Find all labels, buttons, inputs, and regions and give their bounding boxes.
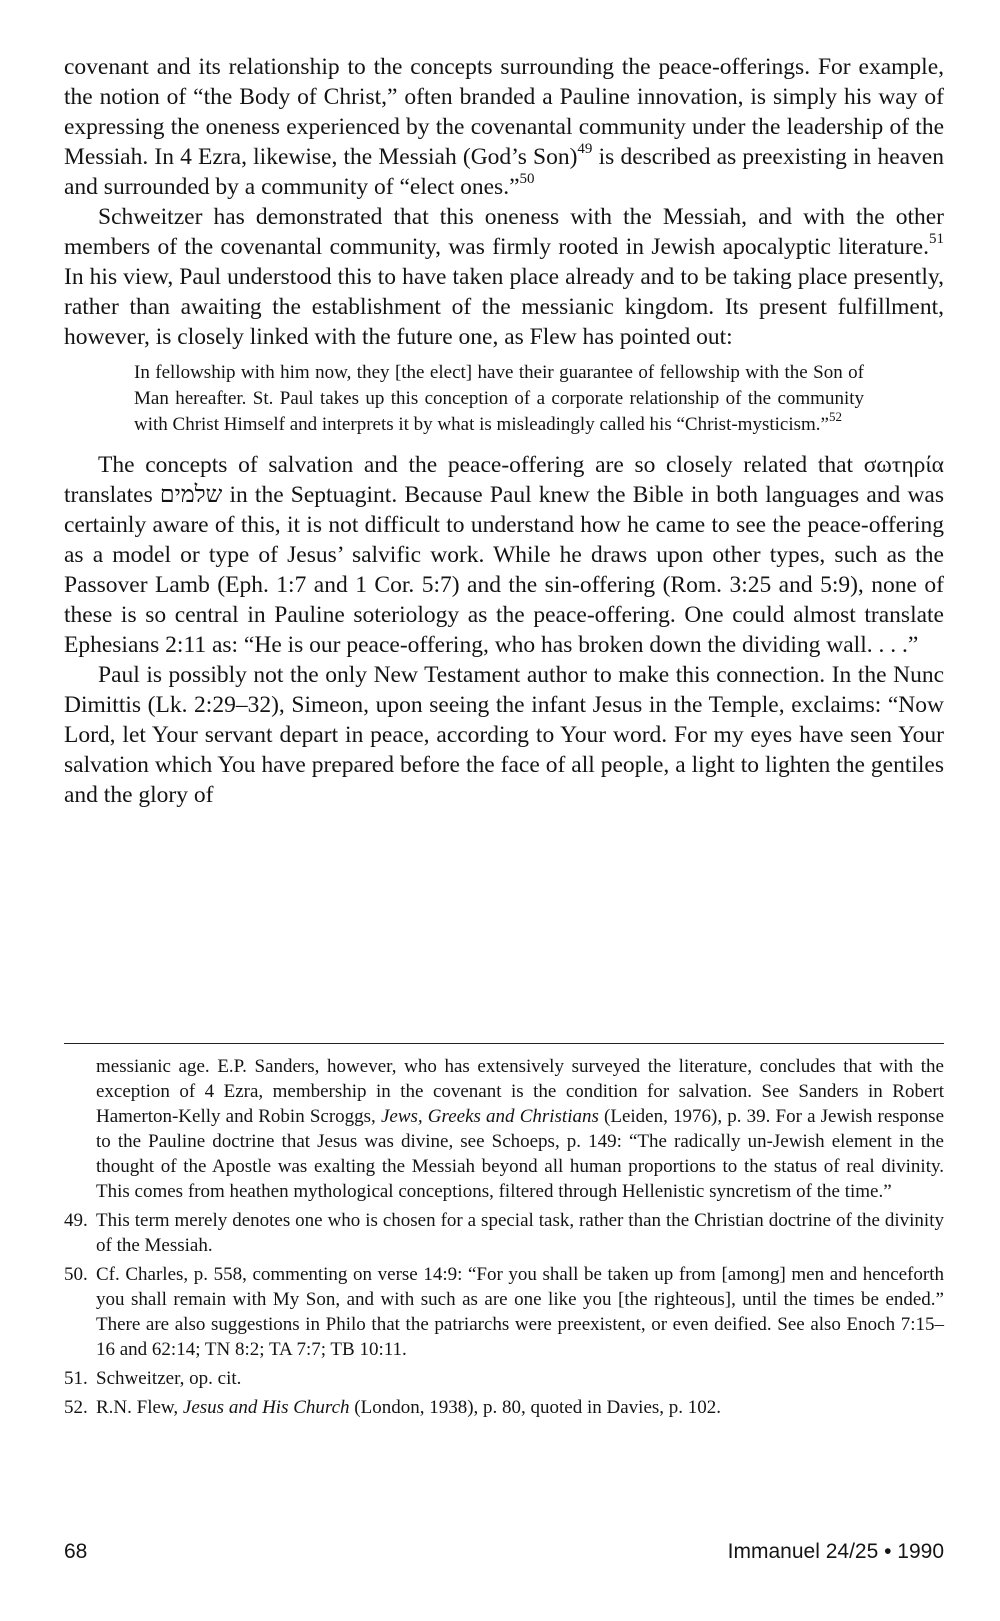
paragraph-text: The concepts of salvation and the peace-offering are so closely related that: [98, 452, 864, 478]
footnote-number: 50.: [64, 1264, 88, 1285]
paragraph-4: Paul is possibly not the only New Testament author to make this connection. In the Nunc Dimittis (Lk. 2:29–32), Simeon, upon seeing the infant Jesus in the Temple, exclaims: “Now Lord, let Your servant depart in peace, according to Your word. For my eyes have seen Your salvation which You have prepared before the face of all people, a light to lighten the gentiles and the glory of: [64, 662, 944, 808]
book-title: Jews, Greeks and Christians: [380, 1106, 599, 1127]
footnote-text: Schweitzer, op. cit.: [96, 1368, 242, 1389]
paragraph-text: in the Septuagint. Because Paul knew the Bible in both languages and was certainly aware of this, it is not difficult to understand how he came to see the peace-offering as a model or type of Jesus’ salvific work. While he draws upon other types, such as the Passover Lamb (Eph. 1:7 and 1 Cor. 5:7) and the sin-offering (Rom. 3:25 and 5:9), none of these is so central in Pauline soteriology as the peace-offering. One could almost translate Ephesians 2:11 as: “He is our peace-offering, who has broken down the dividing wall. . . .”: [64, 482, 944, 658]
book-title: Jesus and His Church: [182, 1397, 350, 1418]
footnote-text: Cf. Charles, p. 558, commenting on verse 14:9: “For you shall be taken up from [among] men and henceforth you shall remain with My Son, and with such as are one like you [the righteous], until the times be ended.” There are also suggestions in Philo that the patriarchs were preexistent, or even deified. See also Enoch 7:15–16 and 62:14; TN 8:2; TA 7:7; TB 10:11.: [96, 1264, 944, 1360]
footnote-51: [64, 1366, 944, 1391]
paragraph-text: translates: [64, 482, 160, 508]
footnote-50: [64, 1262, 944, 1362]
footnote-ref-50: 50: [519, 171, 535, 188]
footnote-divider: [64, 1043, 944, 1044]
footnote-number: 52.: [64, 1397, 88, 1418]
paragraph-text: In his view, Paul understood this to have taken place already and to be taking place presently, rather than awaiting the establishment of the messianic kingdom. Its present fulfillment, however, is closely linked with the future one, as Flew has pointed out:: [64, 264, 944, 350]
footnotes: [64, 1054, 944, 1424]
paragraph-text: is described as preexisting in heaven and surrounded by a community of “elect ones.”: [64, 144, 944, 200]
page-number: 68: [64, 1540, 88, 1563]
footnote-number: 49.: [64, 1210, 88, 1231]
footnote-continuation: [64, 1054, 944, 1204]
footnote-ref-51: 51: [929, 231, 944, 248]
footnote-text: messianic age. E.P. Sanders, however, who has extensively surveyed the literature, concludes that with the exception of 4 Ezra, membership in the covenant is the condition for salvation. See Sanders in Robert Hamerton-Kelly and Robin Scroggs,: [96, 1056, 944, 1127]
quote-text: In fellowship with him now, they [the elect] have their guarantee of fellowship with the Son of Man hereafter. St. Paul takes up this conception of a corporate relationship of the community with Christ Himself and interprets it by what is misleadingly called his “Christ-mysticism.”: [134, 362, 864, 435]
footnote-text: This term merely denotes one who is chosen for a special task, rather than the Christian doctrine of the divinity of the Messiah.: [96, 1210, 944, 1256]
footnote-number: 51.: [64, 1368, 88, 1389]
paragraph-1: [64, 52, 944, 202]
paragraph-2: [64, 202, 944, 352]
paragraph-3: [64, 450, 944, 660]
paragraph-text: covenant and its relationship to the concepts surrounding the peace-offerings. For example, the notion of “the Body of Christ,” often branded a Pauline innovation, is simply his way of expressing the oneness experienced by the covenantal community under the leadership of the Messiah. In 4 Ezra, likewise, the Messiah (God’s Son): [64, 54, 944, 170]
running-footer: Immanuel 24/25 • 1990: [727, 1540, 944, 1563]
main-text: [64, 52, 944, 810]
footnote-text: R.N. Flew,: [96, 1397, 183, 1418]
footnote-text: (Leiden, 1976), p. 39. For a Jewish response to the Pauline doctrine that Jesus was divine, see Schoeps, p. 149: “The radically un-Jewish element in the thought of the Apostle was exalting the Messiah beyond all human proportions to the status of real divinity. This comes from heathen mythological conceptions, filtered through Hellenistic syncretism of the time.”: [96, 1106, 945, 1202]
footnote-ref-52: 52: [828, 408, 842, 424]
footnote-49: [64, 1208, 944, 1258]
block-quote: [134, 360, 864, 438]
paragraph-text: Schweitzer has demonstrated that this oneness with the Messiah, and with the other members of the covenantal community, was firmly rooted in Jewish apocalyptic literature.: [64, 204, 944, 260]
footnote-52: [64, 1395, 944, 1420]
hebrew-word: שלמים: [159, 482, 223, 508]
footnote-text: (London, 1938), p. 80, quoted in Davies, p. 102.: [349, 1397, 722, 1418]
footnote-ref-49: 49: [577, 141, 593, 158]
greek-word: σωτηρία: [863, 452, 944, 478]
